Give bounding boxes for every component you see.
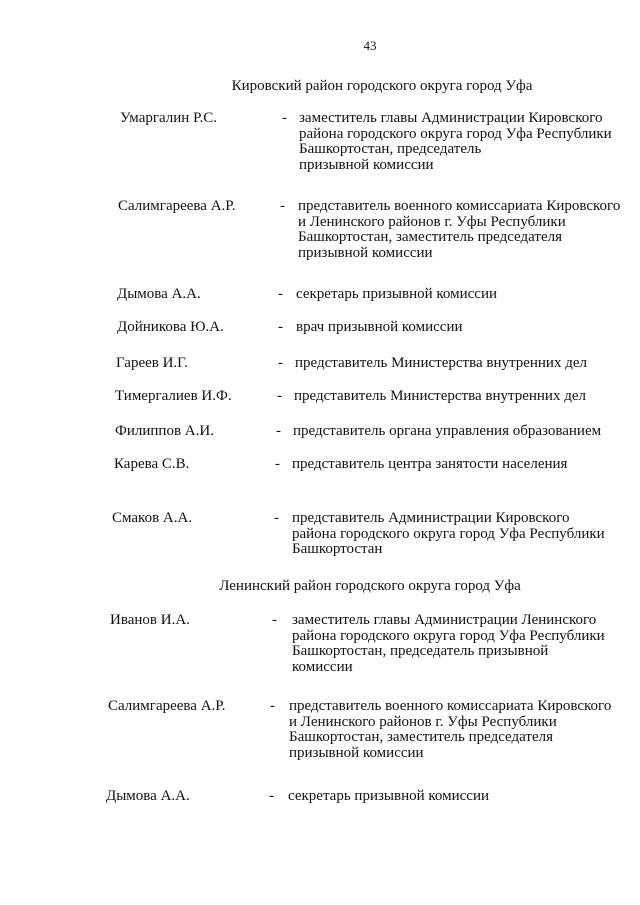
separator-dash: -	[277, 388, 282, 404]
page-number: 43	[363, 38, 377, 53]
member-role: представитель органа управления образованием	[293, 423, 602, 439]
member-role: представитель Министерства внутренних дел	[295, 355, 587, 371]
member-name: Филиппов А.И.	[115, 423, 214, 439]
separator-dash: -	[269, 788, 274, 804]
member-role: представитель Администрации Кировского района городского округа город Уфа Республики Башкортостан	[292, 510, 605, 557]
member-name: Салимгареева А.Р.	[118, 198, 236, 214]
member-role: представитель центра занятости населения	[292, 456, 568, 472]
separator-dash: -	[280, 198, 285, 214]
member-name: Дымова А.А.	[117, 286, 201, 302]
member-name: Дымова А.А.	[106, 788, 190, 804]
separator-dash: -	[272, 612, 277, 628]
member-name: Гареев И.Г.	[116, 355, 188, 371]
member-role: секретарь призывной комиссии	[296, 286, 498, 302]
separator-dash: -	[282, 110, 287, 126]
member-role: секретарь призывной комиссии	[288, 788, 490, 804]
member-role: представитель военного комиссариата Кировского и Ленинского районов г. Уфы Республики Башкортостан, заместитель председателя призывной комиссии	[289, 698, 612, 761]
section-title-kirovsky: Кировский район городского округа город Уфа	[231, 78, 533, 94]
member-role: представитель военного комиссариата Кировского и Ленинского районов г. Уфы Республики Башкортостан, заместитель председателя призывной комиссии	[298, 198, 621, 261]
member-name: Смаков А.А.	[112, 510, 193, 526]
member-role: заместитель главы Администрации Кировского района городского округа город Уфа Республики Башкортостан, председатель призывной комиссии	[299, 110, 612, 173]
member-name: Салимгареева А.Р.	[108, 698, 226, 714]
section-title-leninsky: Ленинский район городского округа город Уфа	[219, 578, 521, 594]
separator-dash: -	[278, 286, 283, 302]
member-role: врач призывной комиссии	[296, 319, 463, 335]
member-name: Тимергалиев И.Ф.	[115, 388, 232, 404]
member-name: Иванов И.А.	[110, 612, 190, 628]
member-name: Умаргалин Р.С.	[120, 110, 218, 126]
separator-dash: -	[270, 698, 275, 714]
member-name: Карева С.В.	[114, 456, 190, 472]
separator-dash: -	[278, 355, 283, 371]
member-role: заместитель главы Администрации Ленинского района городского округа город Уфа Республики Башкортостан, председатель призывной комиссии	[292, 612, 605, 675]
separator-dash: -	[278, 319, 283, 335]
member-role: представитель Министерства внутренних дел	[294, 388, 586, 404]
separator-dash: -	[276, 423, 281, 439]
separator-dash: -	[275, 456, 280, 472]
member-name: Дойникова Ю.А.	[117, 319, 224, 335]
separator-dash: -	[274, 510, 279, 526]
